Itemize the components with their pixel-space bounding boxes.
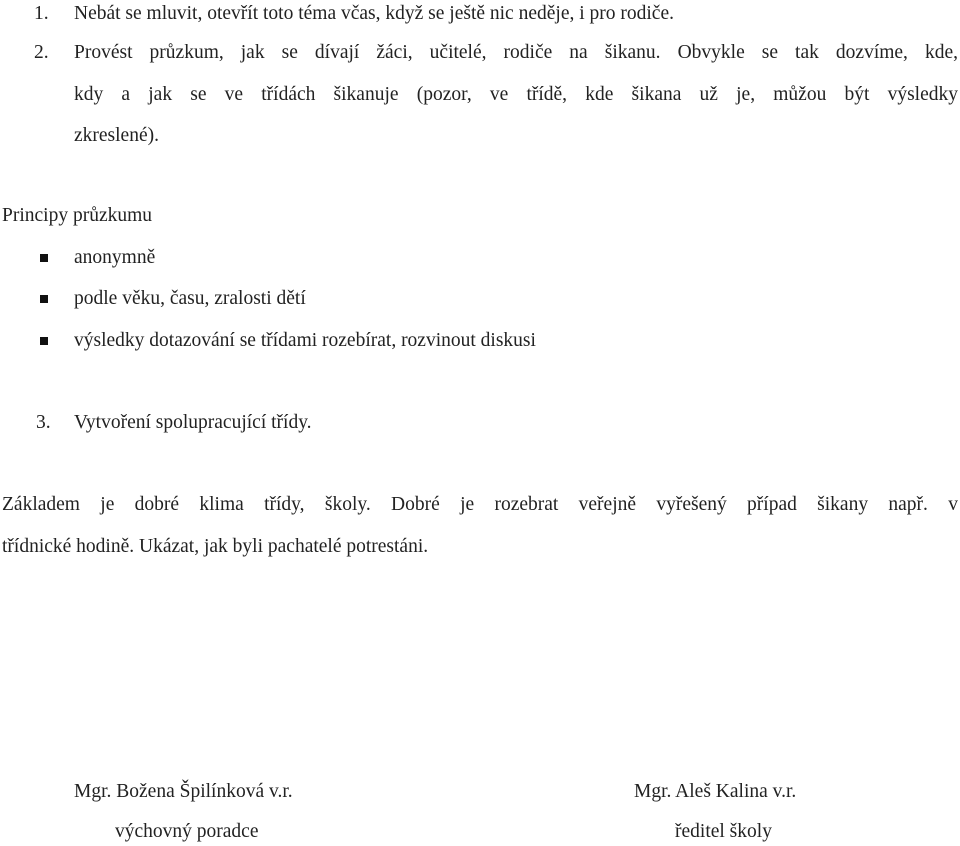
signature-right-name: Mgr. Aleš Kalina v.r. <box>634 781 797 802</box>
list-item-2-line-2: kdy a jak se ve třídách šikanuje (pozor, ve třídě, kde šikana už je, můžou být výsledky <box>74 84 958 105</box>
list-number-1: 1. <box>34 3 49 24</box>
paragraph-line-1: Základem je dobré klima třídy, školy. Dobré je rozebrat veřejně vyřešený případ šikany např. v <box>2 494 958 515</box>
signature-right-role: ředitel školy <box>675 821 772 842</box>
principle-item-3: výsledky dotazování se třídami rozebírat, rozvinout diskusi <box>74 330 536 351</box>
list-item-2-line-3: zkreslené). <box>74 125 159 146</box>
principles-heading: Principy průzkumu <box>2 205 153 226</box>
list-number-3: 3. <box>36 412 51 433</box>
signature-left-name: Mgr. Božena Špilínková v.r. <box>74 781 293 802</box>
signature-left-role: výchovný poradce <box>115 821 259 842</box>
list-item-3-text: Vytvoření spolupracující třídy. <box>74 412 312 433</box>
list-number-2: 2. <box>34 42 49 63</box>
bullet-marker-2 <box>40 295 48 303</box>
list-item-1-text: Nebát se mluvit, otevřít toto téma včas, když se ještě nic neděje, i pro rodiče. <box>74 3 674 24</box>
principle-item-1: anonymně <box>74 247 156 268</box>
list-item-2-line-1: Provést průzkum, jak se dívají žáci, učitelé, rodiče na šikanu. Obvykle se tak dozvíme, kde, <box>74 42 958 63</box>
bullet-marker-3 <box>40 337 48 345</box>
bullet-marker-1 <box>40 254 48 262</box>
paragraph-line-2: třídnické hodině. Ukázat, jak byli pachatelé potrestáni. <box>2 536 429 557</box>
principle-item-2: podle věku, času, zralosti dětí <box>74 288 306 309</box>
